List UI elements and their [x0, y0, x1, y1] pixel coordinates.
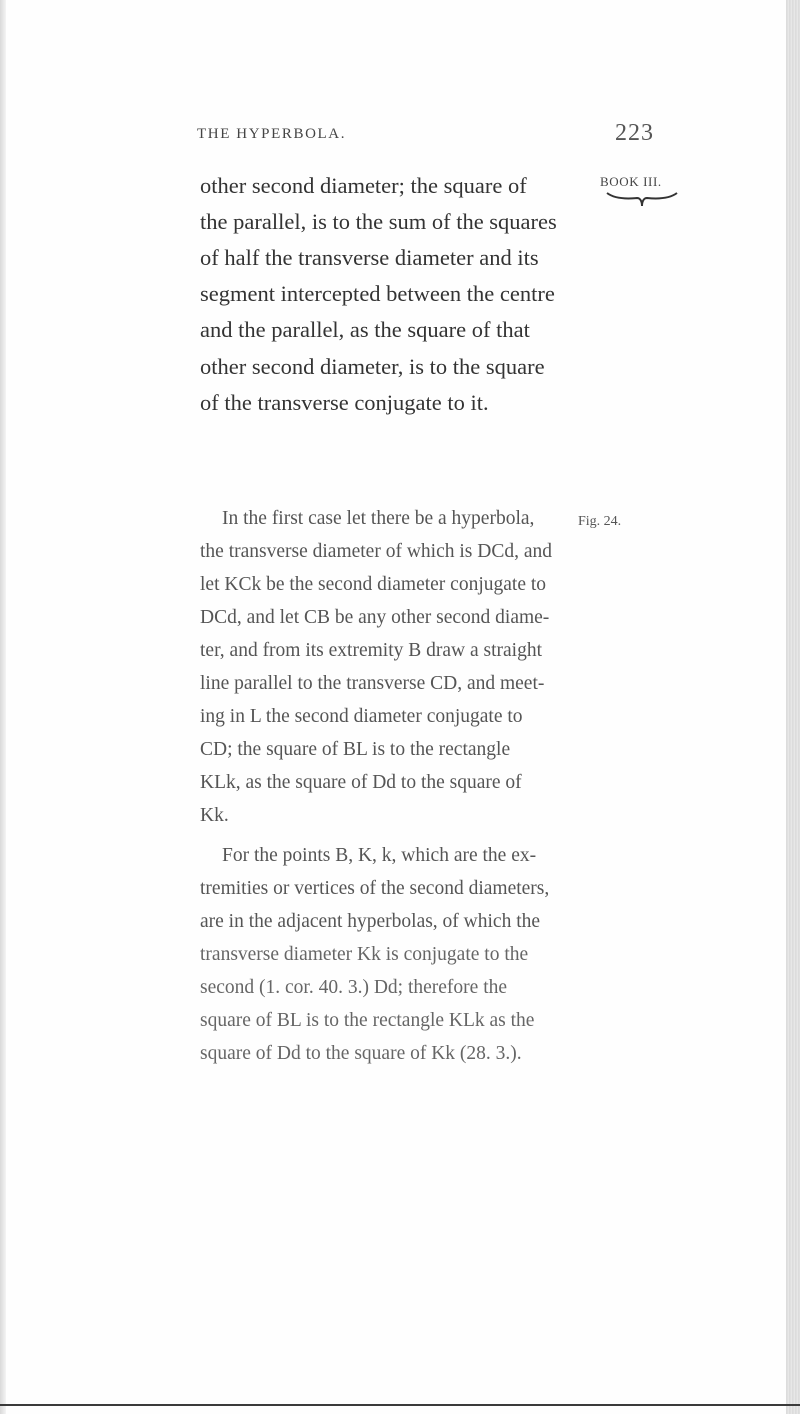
text-line: the parallel, is to the sum of the squares [200, 209, 557, 234]
page-number: 223 [615, 120, 654, 146]
text-line: second (1. cor. 40. 3.) Dd; therefore the [200, 977, 508, 998]
text-line: KLk, as the square of Dd to the square of [200, 772, 522, 793]
text-line: of the transverse conjugate to it. [200, 390, 489, 415]
text-line: segment intercepted between the centre [200, 281, 555, 306]
text-line: For the points B, K, k, which are the ex- [222, 845, 537, 866]
text-line: let KCk be the second diameter conjugate to [200, 574, 547, 595]
text-line: and the parallel, as the square of that [200, 317, 530, 342]
text-line: DCd, and let CB be any other second diame- [200, 607, 550, 628]
bottom-edge-rule [0, 1404, 800, 1406]
text-line: other second diameter; the square of [200, 173, 527, 198]
text-line: line parallel to the transverse CD, and meet- [200, 673, 545, 694]
text-line: square of BL is to the rectangle KLk as the [200, 1010, 535, 1031]
margin-book-label: BOOK III. [600, 174, 662, 189]
text-line: square of Dd to the square of Kk (28. 3.). [200, 1043, 522, 1064]
text-line: of half the transverse diameter and its [200, 245, 539, 270]
text-line: In the first case let there be a hyperbola, [222, 508, 535, 529]
text-line: transverse diameter Kk is conjugate to the [200, 944, 529, 965]
running-title: THE HYPERBOLA. [197, 126, 347, 142]
text-line: CD; the square of BL is to the rectangle [200, 739, 511, 760]
text-line: ing in L the second diameter conjugate to [200, 706, 523, 727]
text-line: are in the adjacent hyperbolas, of which the [200, 911, 541, 932]
text-line: the transverse diameter of which is DCd, and [200, 541, 552, 562]
text-line: other second diameter, is to the square [200, 354, 545, 379]
text-line: ter, and from its extremity B draw a straight [200, 640, 543, 661]
text-line: tremities or vertices of the second diameters, [200, 878, 550, 899]
margin-figure-ref: Fig. 24. [578, 514, 622, 529]
text-line: Kk. [200, 805, 229, 826]
